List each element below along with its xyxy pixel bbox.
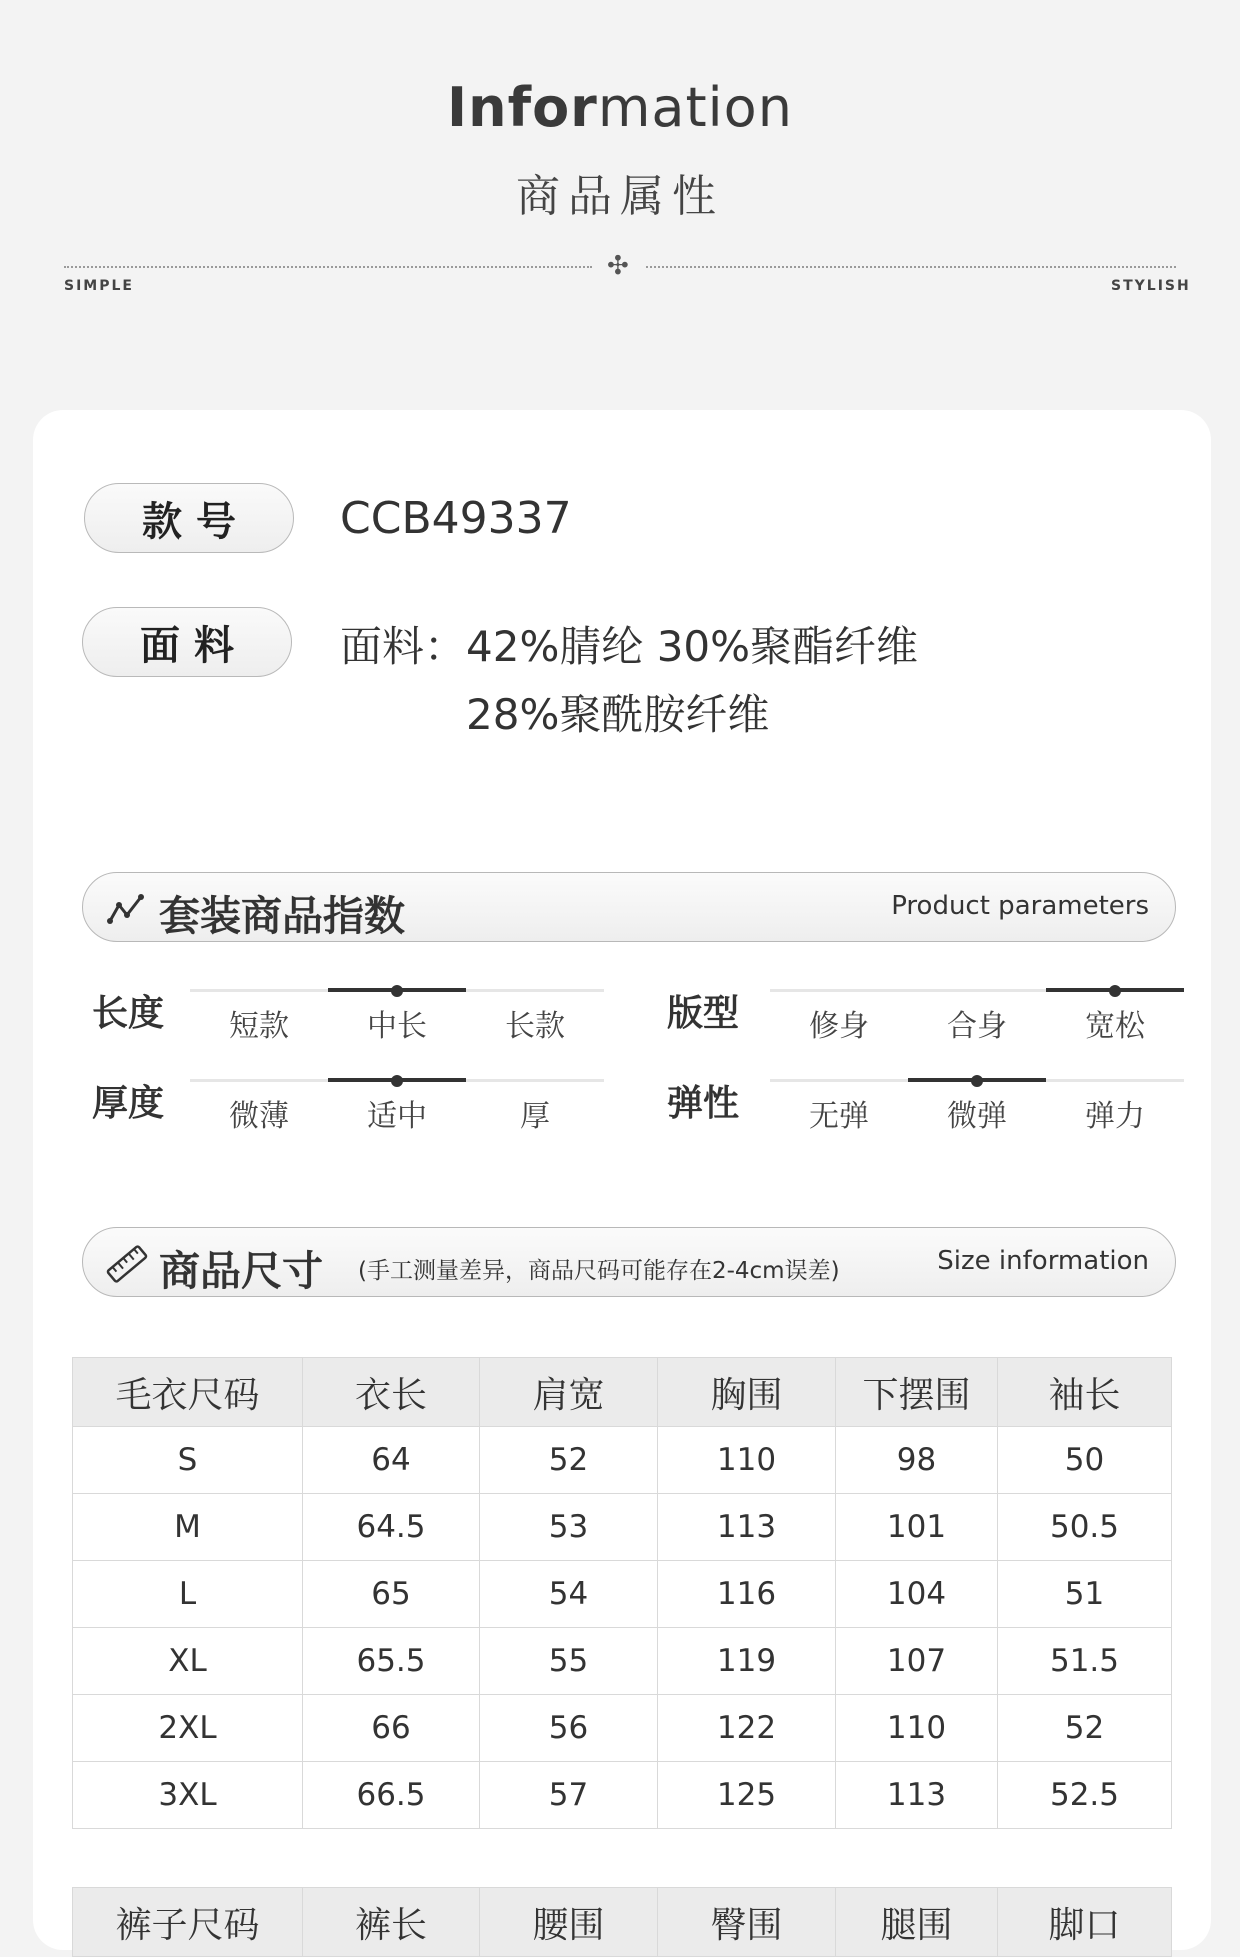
divider-left: [64, 266, 592, 268]
size-cell: L: [73, 1561, 303, 1628]
param-option: 微弹: [947, 1099, 1007, 1134]
measurement-cell: 107: [836, 1628, 998, 1695]
measurement-cell: 53: [480, 1494, 658, 1561]
divider-right: [646, 266, 1176, 268]
measurement-cell: 98: [836, 1427, 998, 1494]
measurement-cell: 65: [303, 1561, 480, 1628]
param-selected-dot: [971, 1075, 983, 1087]
measurement-cell: 52: [998, 1695, 1172, 1762]
fabric-line-1: 面料：42%腈纶 30%聚酯纤维: [340, 622, 919, 671]
measurement-cell: 64: [303, 1427, 480, 1494]
trend-icon: [107, 893, 149, 925]
pants-size-table: [72, 1887, 1172, 1957]
measurement-cell: 104: [836, 1561, 998, 1628]
param-label: 版型: [667, 993, 740, 1034]
param-option: 弹力: [1085, 1099, 1145, 1134]
param-label: 厚度: [92, 1083, 165, 1124]
size-banner: [82, 1227, 1176, 1297]
param-option: 厚: [520, 1099, 550, 1134]
param-label: 长度: [92, 993, 165, 1034]
page-subtitle: 商品属性: [516, 171, 724, 222]
table-row: [73, 1628, 1172, 1695]
measurement-cell: 56: [480, 1695, 658, 1762]
param-option: 修身: [809, 1009, 869, 1044]
move-cross-icon: ✣: [607, 251, 629, 281]
param-option: 适中: [367, 1099, 427, 1134]
sweater-header-cell: 袖长: [998, 1358, 1172, 1427]
style-number-pill: 款号: [84, 483, 294, 553]
param-selected-dot: [1109, 985, 1121, 997]
measurement-cell: 116: [658, 1561, 836, 1628]
page-title-bold: Infor: [447, 76, 598, 139]
size-cell: M: [73, 1494, 303, 1561]
table-row: [73, 1494, 1172, 1561]
measurement-cell: 51: [998, 1561, 1172, 1628]
fabric-line-2: 28%聚酰胺纤维: [466, 690, 770, 739]
sweater-header-cell: 衣长: [303, 1358, 480, 1427]
table-row: [73, 1427, 1172, 1494]
measurement-cell: 101: [836, 1494, 998, 1561]
measurement-cell: 122: [658, 1695, 836, 1762]
param-option: 宽松: [1085, 1009, 1145, 1044]
stylish-tag: STYLISH: [1111, 278, 1191, 294]
measurement-cell: 64.5: [303, 1494, 480, 1561]
param-selected-dot: [391, 1075, 403, 1087]
param-label: 弹性: [667, 1083, 740, 1124]
params-title: 套装商品指数: [159, 892, 405, 940]
param-option: 长款: [505, 1009, 565, 1044]
size-title-en: Size information: [937, 1246, 1149, 1276]
size-cell: S: [73, 1427, 303, 1494]
sweater-header-cell: 毛衣尺码: [73, 1358, 303, 1427]
sweater-header-cell: 肩宽: [480, 1358, 658, 1427]
pants-header-cell: 臀围: [658, 1888, 836, 1957]
simple-tag: SIMPLE: [64, 278, 134, 294]
param-option: 合身: [947, 1009, 1007, 1044]
size-note: (手工测量差异，商品尺码可能存在2-4cm误差): [358, 1258, 840, 1284]
measurement-cell: 110: [836, 1695, 998, 1762]
table-row: [73, 1695, 1172, 1762]
pants-header-cell: 腰围: [480, 1888, 658, 1957]
measurement-cell: 66: [303, 1695, 480, 1762]
size-cell: XL: [73, 1628, 303, 1695]
measurement-cell: 50.5: [998, 1494, 1172, 1561]
measurement-cell: 51.5: [998, 1628, 1172, 1695]
ruler-icon: [105, 1244, 149, 1284]
pants-header-cell: 腿围: [836, 1888, 998, 1957]
table-row: [73, 1561, 1172, 1628]
measurement-cell: 54: [480, 1561, 658, 1628]
pants-header-cell: 裤子尺码: [73, 1888, 303, 1957]
params-title-en: Product parameters: [891, 891, 1149, 921]
measurement-cell: 66.5: [303, 1762, 480, 1829]
param-option: 无弹: [809, 1099, 869, 1134]
style-number-value: CCB49337: [340, 493, 572, 544]
params-banner: [82, 872, 1176, 942]
sweater-header-cell: 胸围: [658, 1358, 836, 1427]
size-cell: 2XL: [73, 1695, 303, 1762]
page-title-rest: mation: [597, 76, 793, 139]
fabric-pill: 面料: [82, 607, 292, 677]
measurement-cell: 113: [836, 1762, 998, 1829]
pants-header-row: [73, 1888, 1172, 1957]
page-title: [0, 76, 1240, 139]
pants-header-cell: 脚口: [998, 1888, 1172, 1957]
sweater-header-row: [73, 1358, 1172, 1427]
param-option: 短款: [229, 1009, 289, 1044]
param-selected-dot: [391, 985, 403, 997]
measurement-cell: 113: [658, 1494, 836, 1561]
size-title: 商品尺寸: [159, 1247, 323, 1295]
pants-header-cell: 裤长: [303, 1888, 480, 1957]
param-option: 微薄: [229, 1099, 289, 1134]
sweater-size-table: [72, 1357, 1172, 1829]
sweater-header-cell: 下摆围: [836, 1358, 998, 1427]
param-option: 中长: [367, 1009, 427, 1044]
measurement-cell: 52.5: [998, 1762, 1172, 1829]
measurement-cell: 125: [658, 1762, 836, 1829]
measurement-cell: 119: [658, 1628, 836, 1695]
measurement-cell: 55: [480, 1628, 658, 1695]
measurement-cell: 50: [998, 1427, 1172, 1494]
size-cell: 3XL: [73, 1762, 303, 1829]
table-row: [73, 1762, 1172, 1829]
measurement-cell: 65.5: [303, 1628, 480, 1695]
measurement-cell: 57: [480, 1762, 658, 1829]
measurement-cell: 110: [658, 1427, 836, 1494]
measurement-cell: 52: [480, 1427, 658, 1494]
